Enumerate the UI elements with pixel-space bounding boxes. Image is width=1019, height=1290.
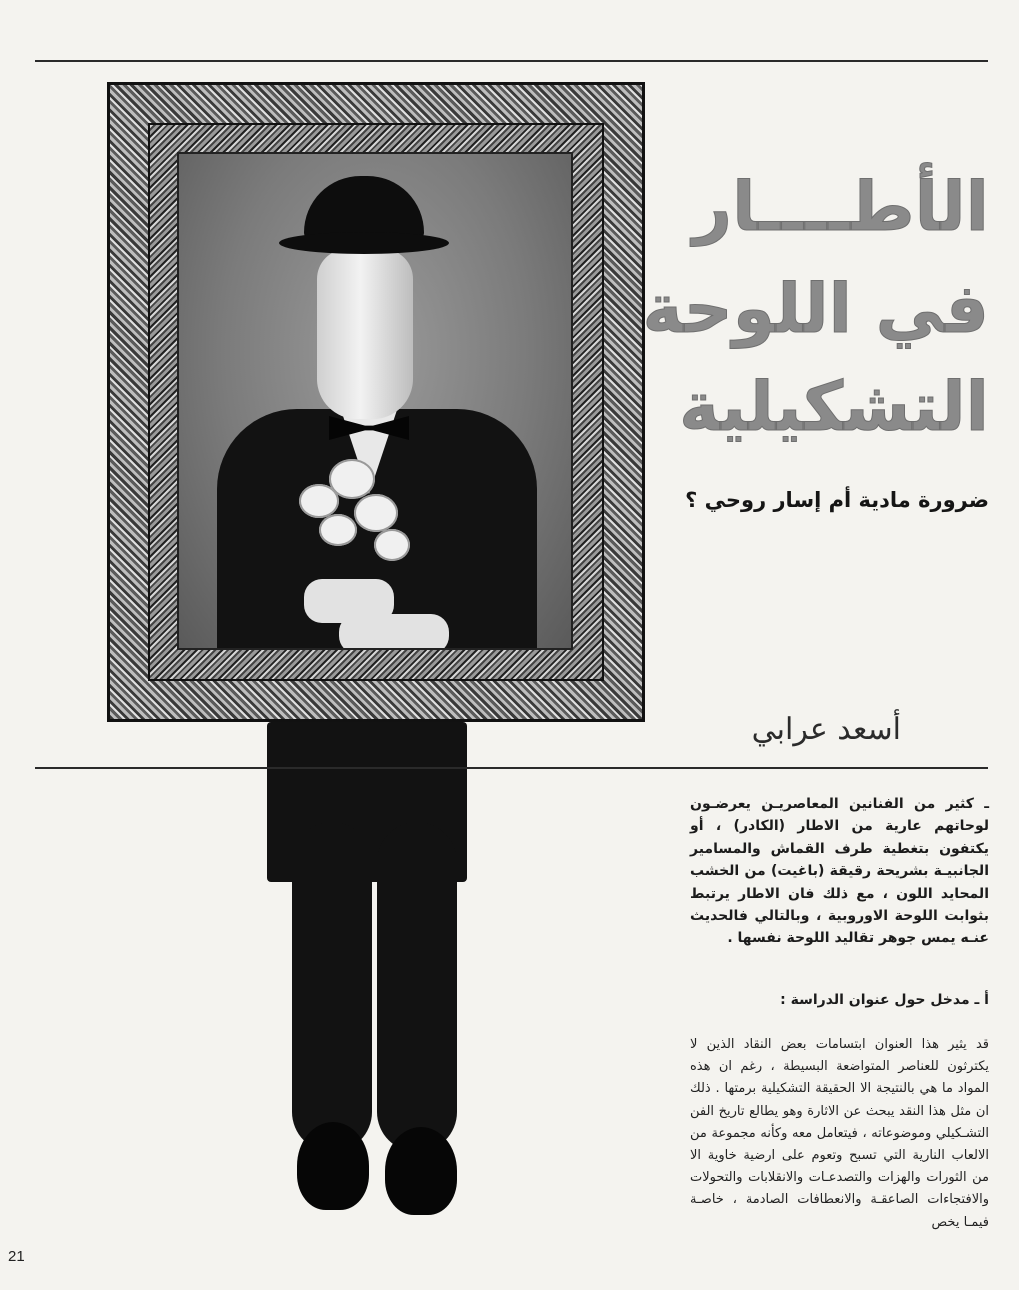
flower — [374, 529, 410, 561]
section-heading: أ ـ مدخل حول عنوان الدراسة : — [780, 992, 989, 1008]
bowler-hat-crown — [304, 176, 424, 240]
top-rule — [35, 60, 988, 62]
leg — [292, 822, 372, 1152]
page-number: 21 — [8, 1248, 25, 1265]
bowler-hat-brim — [279, 232, 449, 254]
author-name: أسعد عرابي — [751, 712, 901, 747]
flower — [329, 459, 375, 499]
article-photograph — [107, 82, 645, 1232]
title-line: في اللوحة — [642, 270, 989, 349]
wrapped-head — [317, 249, 413, 419]
title-line: التشكيلية — [679, 368, 989, 447]
shoe — [297, 1122, 369, 1210]
framed-portrait — [177, 152, 573, 650]
section-rule — [35, 767, 988, 769]
leg — [377, 822, 457, 1152]
body-paragraph: قد يثير هذا العنوان ابتسامات بعض النقاد الذين لا يكترثون للعناصر المتواضعة البسيطة ، رغم ان هذه المواد ما هي بالنتيجة الا الحقيقة التشكيلية برمتها . ذلك ان مثل هذا النقد يبحث عن الاثارة وهو يطالع تاريخ الفن التشـكيلي وموضوعاته ، فيتعامل معه وكأنه مجموعة من الالعاب النارية التي تسبح وتعوم على ارضية خاوية الا من الثورات والهزات والتصدعـات والانقلابات والتحولات والافتجاءات الصاعقـة والانعطافات الصادمة ، خاصـة فيمـا يخص — [690, 1037, 989, 1230]
hand — [339, 614, 449, 650]
legs — [237, 722, 507, 1232]
shoe — [385, 1127, 457, 1215]
intro-paragraph: ـ كثير من الفنانين المعاصريـن يعرضـون لوحاتهم عارية من الاطار (الكادر) ، أو يكتفون بتغطية طرف القماش والمسامير الجانبيـة بشريحة رقيقة (باغيت) من الخشب المحايد اللون ، مع ذلك فان الاطار يرتبط بثوابت اللوحة الاوروبية ، وبالتالي فالحديث عنـه يمس جوهر تقاليد اللوحة نفسها . — [690, 796, 989, 947]
article-subtitle: ضرورة مادية أم إسار روحي ؟ — [685, 488, 989, 512]
flower — [319, 514, 357, 546]
title-line: الأطــــار — [692, 168, 989, 247]
flower — [354, 494, 398, 532]
